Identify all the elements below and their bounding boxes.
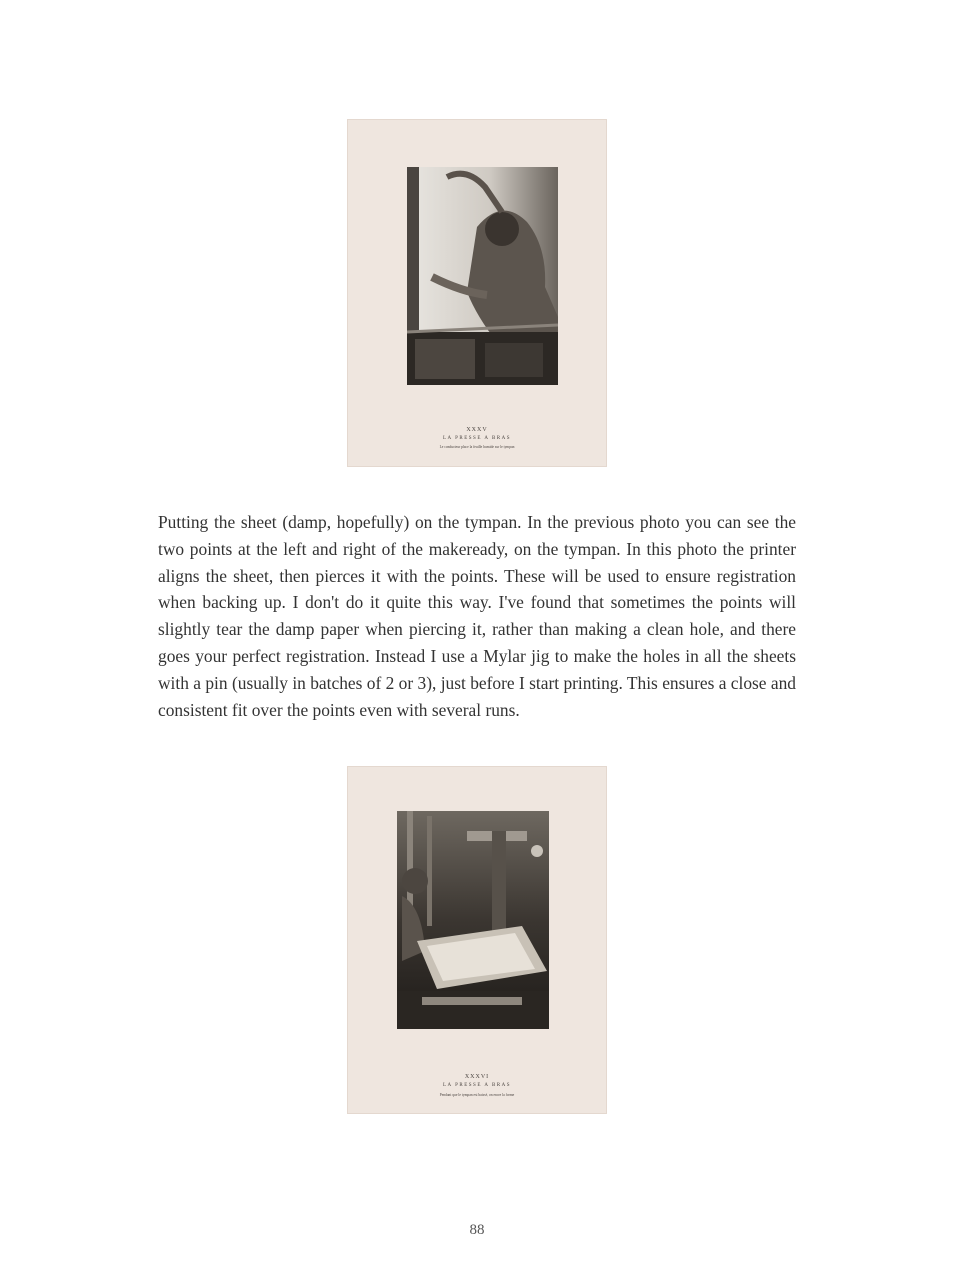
- plate-title: LA PRESSE A BRAS: [442, 1083, 512, 1088]
- plate-title: LA PRESSE A BRAS: [442, 436, 512, 441]
- photo-printer-placing-sheet: [407, 167, 558, 385]
- plate-description: Le conducteur place la feuille humide sur le tympan: [439, 445, 515, 449]
- plate-number: XXXVI: [464, 1074, 490, 1080]
- plate-photo-top: [347, 119, 607, 467]
- body-paragraph: Putting the sheet (damp, hopefully) on the tympan. In the previous photo you can see the two points at the left and right of the makeready, on the tympan. In this photo the printer aligns the sheet, then pierces it with the points. These will be used to ensure registration when backing up. I don't do it quite this way. I've found that sometimes the points will slightly tear the damp paper when piercing it, rather than making a clean hole, and there goes your perfect registration. Instead I use a Mylar jig to make the holes in all the sheets with a pin (usually in batches of 2 or 3), just before I start printing. This ensures a close and consistent fit over the points even with several runs.: [158, 512, 796, 720]
- plate-photo-bottom: [347, 766, 607, 1114]
- photo-printer-at-hand-press: [397, 811, 549, 1029]
- plate-number: XXXV: [466, 427, 488, 433]
- plate-description: Pendant que le tympan est baissé, on encre la forme: [439, 1093, 515, 1097]
- page-number: 88: [469, 1222, 485, 1238]
